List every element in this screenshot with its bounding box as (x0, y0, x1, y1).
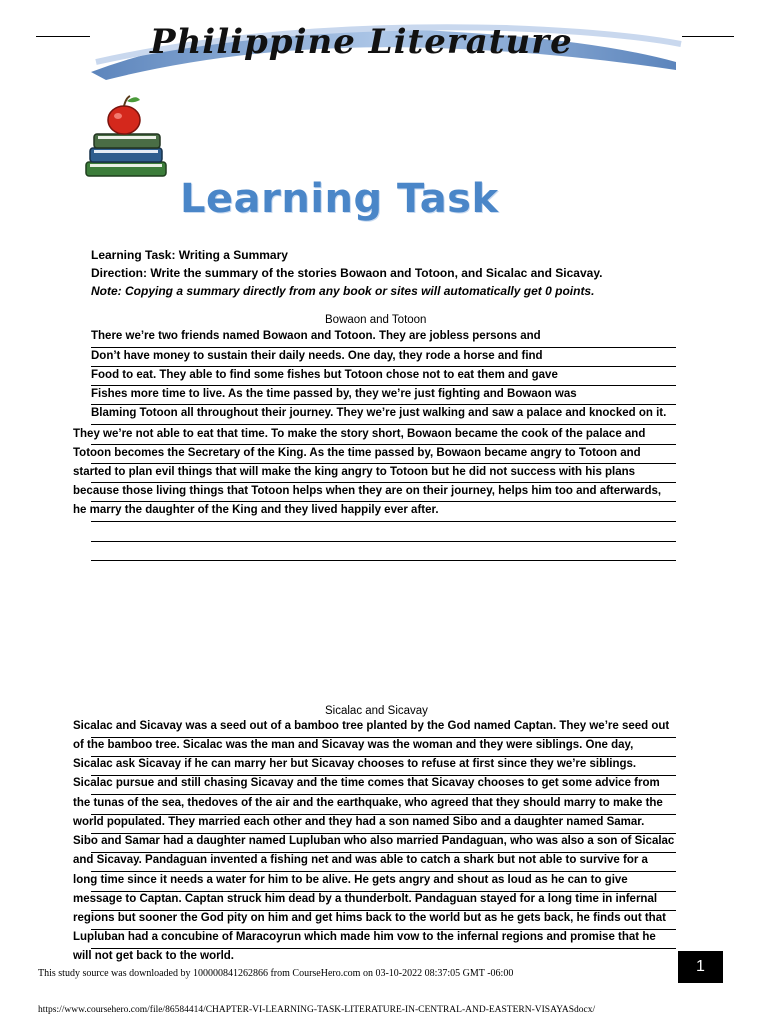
story2-rule (91, 871, 676, 872)
story1-rule (91, 385, 676, 386)
story2-line: Sicalac ask Sicavay if he can marry her but Sicavay chooses to refuse at first since they we’re siblings. (73, 758, 637, 770)
story1-rule (91, 541, 676, 542)
story2-rule (91, 833, 676, 834)
story2-line: will not get back to the world. (73, 950, 235, 962)
page-number: 1 (678, 951, 723, 983)
story2-line: Sibo and Samar had a daughter named Lupluban who also married Pandaguan, who was also a son of Sicalac (73, 835, 675, 847)
story2-line: world populated. They married each other and they had a son named Sibo and a daughter named Samar. (73, 816, 645, 828)
story2-rule (91, 794, 676, 795)
story2-rule (91, 852, 676, 853)
story2-line: Lupluban had a concubine of Maracoyrun which made him vow to the infernal regions and promise that he (73, 931, 656, 943)
story1-rule (91, 347, 676, 348)
story1-line: Blaming Totoon all throughout their journey. They we’re just walking and saw a palace and knocked on it. (91, 407, 667, 419)
story1-rule (91, 444, 676, 445)
books-with-apple-icon (80, 92, 170, 184)
story1-line: started to plan evil things that will make the king angry to Totoon but he did not success with his plans (73, 466, 636, 478)
story2-line: the tunas of the sea, thedoves of the air and the earthquake, who agreed that they should marry to make the (73, 797, 663, 809)
story1-line: Food to eat. They able to find some fishes but Totoon chose not to eat them and gave (91, 369, 558, 381)
story2-rule (91, 737, 676, 738)
story2-line: Sicalac and Sicavay was a seed out of a bamboo tree planted by the God named Captan. They we’re seed out (73, 720, 670, 732)
story2-line: Sicalac pursue and still chasing Sicavay and the time comes that Sicavay chooses to get some advice from (73, 777, 660, 789)
story1-title: Bowaon and Totoon (325, 314, 427, 326)
story1-line: because those living things that Totoon helps when they are on their journey, helps him too and afterwards, (73, 485, 662, 497)
task-title: Learning Task: Writing a Summary (91, 248, 288, 262)
story1-rule (91, 482, 676, 483)
story2-rule (91, 775, 676, 776)
story2-title: Sicalac and Sicavay (325, 705, 428, 717)
footer-source-notice: This study source was downloaded by 100000841262866 from CourseHero.com on 03-10-2022 08:37:05 GMT -06:00 (38, 968, 514, 979)
story1-line: Fishes more time to live. As the time passed by, they we’re just fighting and Bowaon was (91, 388, 577, 400)
story1-rule (91, 521, 676, 522)
story1-line: Totoon becomes the Secretary of the King. As the time passed by, Bowaon became angry to Totoon and (73, 447, 641, 459)
story1-rule (91, 424, 676, 425)
story2-line: long time since it needs a water for him to be alive. He gets angry and shout as loud as he can to give (73, 874, 628, 886)
footer-url[interactable]: https://www.coursehero.com/file/86584414/CHAPTER-VI-LEARNING-TASK-LITERATURE-IN-CENTRAL-AND-EASTERN-VISAYASdocx/ (38, 1005, 596, 1015)
story1-line: There we’re two friends named Bowaon and Totoon. They are jobless persons and (91, 330, 541, 342)
task-direction: Direction: Write the summary of the stories Bowaon and Totoon, and Sicalac and Sicavay. (91, 266, 603, 280)
story1-line: he marry the daughter of the King and they lived happily ever after. (73, 504, 439, 516)
story1-rule (91, 501, 676, 502)
story1-rule (91, 560, 676, 561)
story2-line: of the bamboo tree. Sicalac was the man and Sicavay was the woman and they were siblings. One day, (73, 739, 634, 751)
story2-rule (91, 891, 676, 892)
task-note: Note: Copying a summary directly from any book or sites will automatically get 0 points. (91, 284, 595, 298)
story2-rule (91, 910, 676, 911)
story2-rule (91, 814, 676, 815)
story1-rule (91, 463, 676, 464)
page-title: Learning Task (180, 176, 499, 222)
story2-rule (91, 929, 676, 930)
story2-rule (91, 756, 676, 757)
story2-line: regions but sooner the God pity on him and get hims back to the world but as he gets back, he finds out that (73, 912, 666, 924)
story2-rule (91, 948, 676, 949)
story1-rule (91, 366, 676, 367)
story1-line: They we’re not able to eat that time. To make the story short, Bowaon became the cook of the palace and (73, 428, 646, 440)
story1-line: Don’t have money to sustain their daily needs. One day, they rode a horse and find (91, 350, 543, 362)
banner-title: Philippine Literature (150, 22, 573, 62)
story2-line: message to Captan. Captan struck him dead by a thunderbolt. Pandaguan stayed for a long time in infernal (73, 893, 658, 905)
story2-line: and Sicavay. Pandaguan invented a fishing net and was able to catch a shark but not able to survive for a (73, 854, 648, 866)
story1-rule (91, 404, 676, 405)
